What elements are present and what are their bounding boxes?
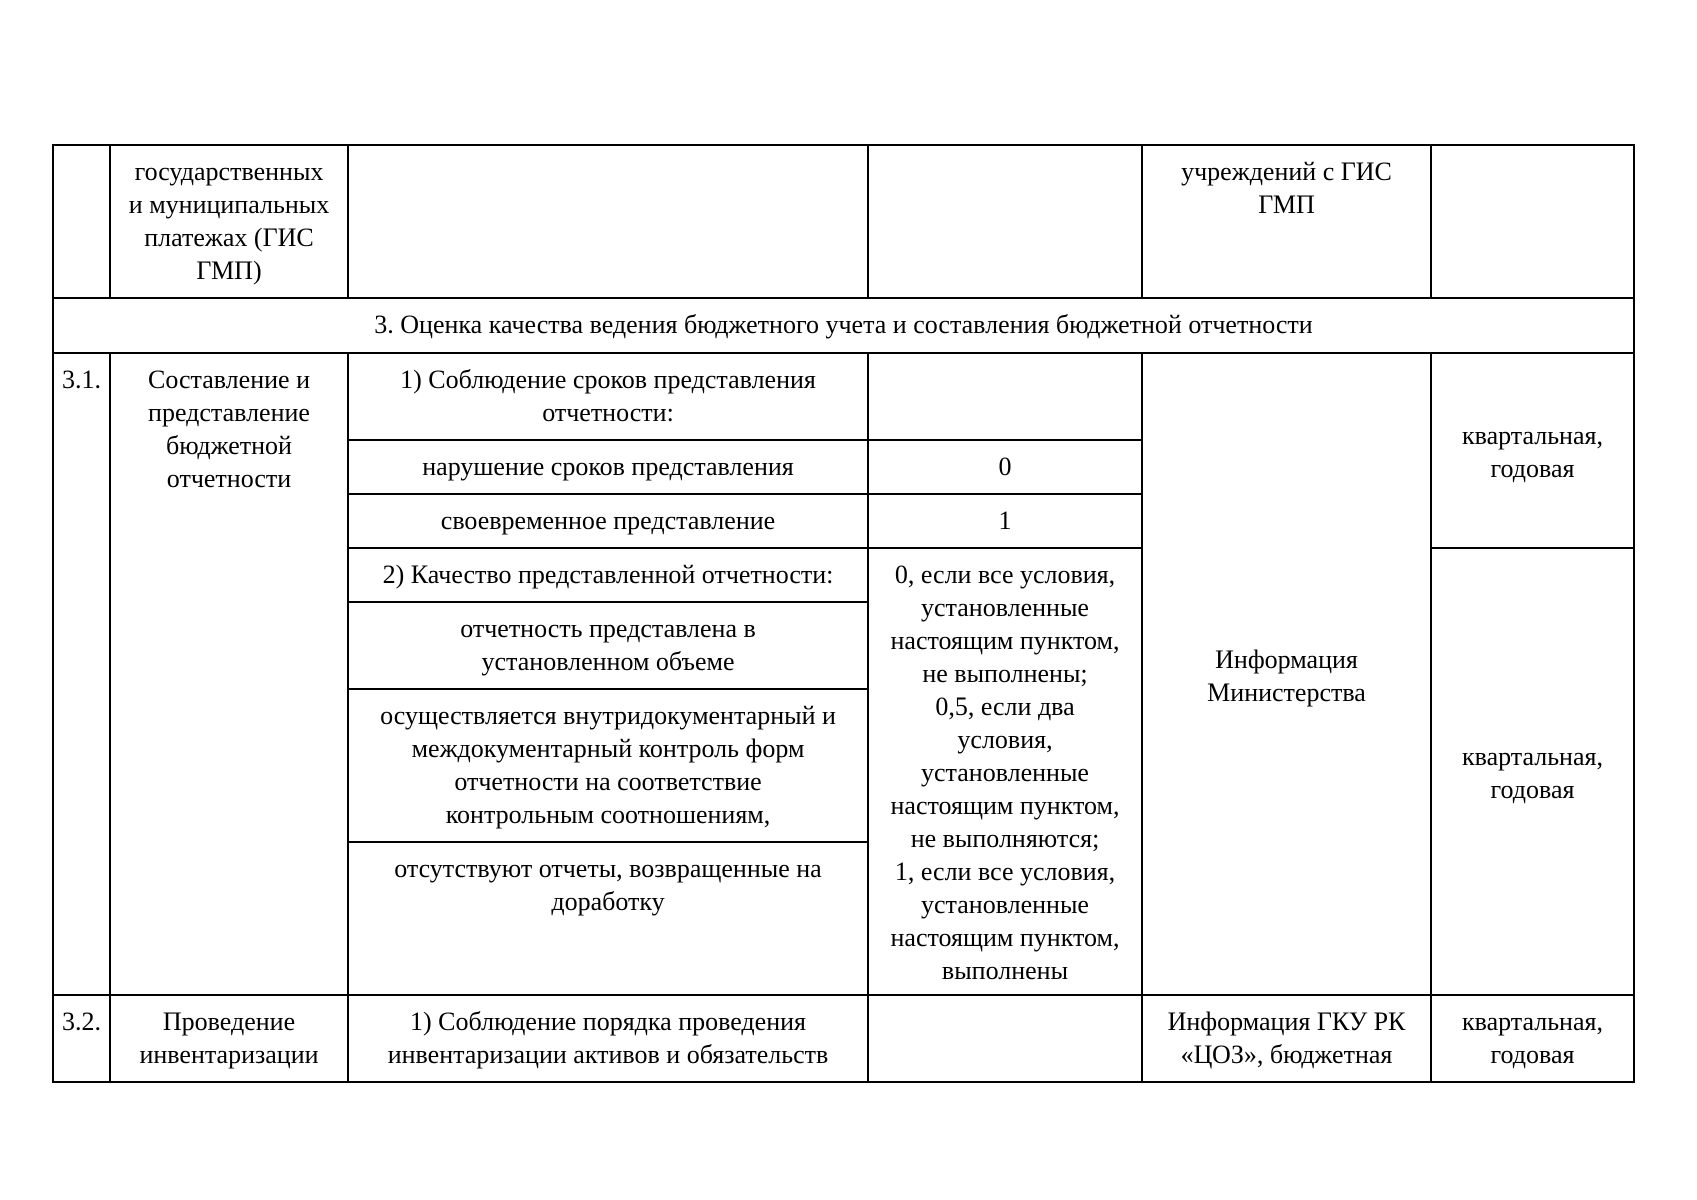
section-title: 3. Оценка качества ведения бюджетного учета и составления бюджетной отчетности	[53, 298, 1634, 353]
value-cell	[868, 995, 1142, 1082]
text-line: установленные	[921, 593, 1089, 622]
text-line: учреждений с ГИС	[1181, 157, 1392, 186]
continuation-value-cell	[868, 145, 1142, 298]
text-line: отчетности:	[542, 398, 674, 427]
continuation-row	[53, 145, 1634, 298]
text-line: годовая	[1490, 1040, 1575, 1069]
row-number: 3.1.	[53, 353, 110, 995]
text-line: квартальная,	[1462, 742, 1603, 771]
info-source	[1142, 353, 1431, 995]
text-line: Проведение	[162, 1007, 296, 1036]
text-line: осуществляется внутридокументарный и	[380, 701, 836, 730]
text-line: отчетность представлена в	[460, 614, 756, 643]
option-value: 1	[868, 494, 1142, 548]
periodicity	[1431, 995, 1634, 1082]
continuation-num-cell	[53, 145, 110, 298]
indicator-name	[110, 353, 348, 995]
text-line: настоящим пунктом,	[890, 923, 1120, 952]
text-line: инвентаризации	[139, 1040, 319, 1069]
text-line: квартальная,	[1462, 421, 1603, 450]
text-line: ГМП	[1258, 190, 1315, 219]
text-line: установленные	[921, 890, 1089, 919]
text-line: установленном объеме	[481, 647, 735, 676]
text-line: ГМП)	[196, 256, 262, 285]
text-line: настоящим пунктом,	[890, 626, 1120, 655]
text-line: не выполнены;	[922, 659, 1088, 688]
text-line: Составление и	[148, 365, 310, 394]
text-line: 1) Соблюдение сроков представления	[400, 365, 816, 394]
text-line: контрольным соотношениям,	[445, 800, 771, 829]
text-line: выполнены	[941, 956, 1069, 985]
criterion-option	[348, 842, 868, 995]
criterion-title	[348, 353, 868, 440]
text-line: инвентаризации активов и обязательств	[387, 1040, 829, 1069]
text-line: 0,5, если два	[935, 692, 1075, 721]
text-line: Информация	[1215, 644, 1358, 674]
text-line: междокументарный контроль форм	[411, 734, 805, 763]
text-line: 0, если все условия,	[894, 560, 1116, 589]
criterion-option	[348, 602, 868, 689]
text-line: 1) Соблюдение порядка проведения	[410, 1007, 806, 1036]
text-line: отсутствуют отчеты, возвращенные на	[394, 854, 822, 883]
text-line: не выполняются;	[910, 824, 1100, 853]
criterion-option: своевременное представление	[348, 494, 868, 548]
text-line: отчетности	[166, 464, 292, 493]
continuation-name-cell	[110, 145, 348, 298]
text-line: настоящим пунктом,	[890, 791, 1120, 820]
text-line: Информация ГКУ РК	[1167, 1007, 1406, 1036]
info-source	[1142, 995, 1431, 1082]
text-line: «ЦОЗ», бюджетная	[1180, 1040, 1393, 1069]
periodicity	[1431, 548, 1634, 995]
text-line: доработку	[551, 887, 665, 916]
row-3-1-criterion-1-title	[53, 353, 1634, 440]
text-line: годовая	[1490, 775, 1575, 804]
text-line: платежах (ГИС	[144, 223, 314, 252]
criterion-title: 2) Качество представленной отчетности:	[348, 548, 868, 602]
section-row	[53, 298, 1634, 353]
text-line: установленные	[921, 758, 1089, 787]
row-3-2	[53, 995, 1634, 1082]
value-cell	[868, 353, 1142, 440]
criterion-2-value	[868, 548, 1142, 995]
criterion-title	[348, 995, 868, 1082]
text-line: и муниципальных	[128, 190, 330, 219]
option-value: 0	[868, 440, 1142, 494]
text-line: Министерства	[1207, 677, 1366, 707]
row-number: 3.2.	[53, 995, 110, 1082]
periodicity	[1431, 353, 1634, 548]
indicator-name	[110, 995, 348, 1082]
criterion-option: нарушение сроков представления	[348, 440, 868, 494]
continuation-period-cell	[1431, 145, 1634, 298]
text-line: условия,	[957, 725, 1053, 754]
rating-table	[52, 144, 1635, 1083]
text-line: представление	[148, 398, 310, 427]
continuation-source-cell	[1142, 145, 1431, 298]
text-line: квартальная,	[1462, 1007, 1603, 1036]
text-line: годовая	[1490, 454, 1575, 483]
continuation-criteria-cell	[348, 145, 868, 298]
text-line: 1, если все условия,	[894, 857, 1116, 886]
text-line: бюджетной	[166, 431, 292, 460]
criterion-option	[348, 689, 868, 842]
text-line: государственных	[134, 157, 324, 186]
text-line: отчетности на соответствие	[454, 767, 762, 796]
